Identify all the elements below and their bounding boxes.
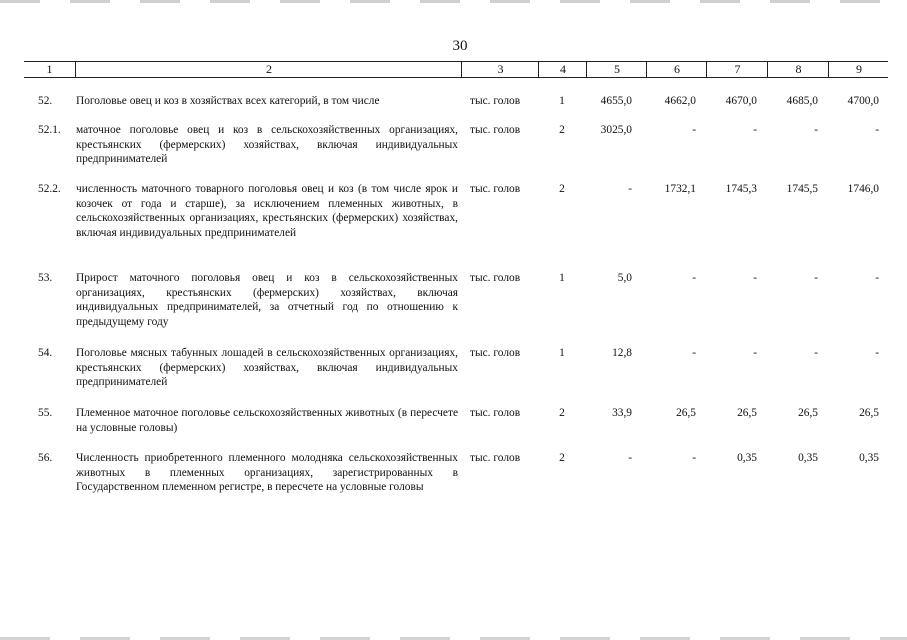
header-col-9: 9 [828, 62, 889, 77]
row-col4: 2 [559, 124, 565, 136]
row-description: Поголовье мясных табунных лошадей в сельскохозяйственных организациях, крестьянских (фермерских) хозяйствах, включая индивидуальных предпринимателей [76, 347, 458, 389]
value-col5: 33,9 [612, 407, 632, 419]
value-col6: 1732,1 [664, 183, 696, 195]
row-description: Прирост маточного поголовья овец и коз в сельскохозяйственных организациях, крестьянских (фермерских) хозяйствах, включая индивидуальных предпринимателей, за отчетный год по отношению к предыдущему году [76, 272, 458, 328]
row-description: численность маточного товарного поголовья овец и коз (в том числе ярок и козочек от года и старше), за исключением племенных животных, в сельскохозяйственных организациях, крестьянских (фермерских) хозяйствах, включая индивидуальных предпринимателей [76, 183, 458, 239]
row-unit: тыс. голов [470, 95, 521, 107]
value-col6: 26,5 [676, 407, 696, 419]
header-col-6: 6 [646, 62, 707, 77]
value-col8: 26,5 [798, 407, 818, 419]
header-col-1: 1 [46, 62, 53, 76]
row-col4: 1 [559, 95, 565, 107]
table-header [24, 61, 888, 78]
row-unit: тыс. голов [470, 124, 521, 136]
row-unit: тыс. голов [470, 452, 521, 464]
value-col8: - [814, 347, 818, 359]
value-col6: - [692, 272, 696, 284]
value-col8: - [814, 124, 818, 136]
row-number: 54. [38, 347, 53, 359]
header-col-3: 3 [461, 62, 539, 77]
value-col8: 0,35 [798, 452, 818, 464]
row-description: Поголовье овец и коз в хозяйствах всех категорий, в том числе [76, 95, 380, 107]
row-number: 55. [38, 407, 53, 419]
row-description: Племенное маточное поголовье сельскохозяйственных животных (в пересчете на условные головы) [76, 407, 458, 434]
header-col-8: 8 [767, 62, 829, 77]
value-col5: - [628, 452, 632, 464]
value-col9: 0,35 [859, 452, 879, 464]
value-col5: 3025,0 [600, 124, 632, 136]
value-col6: 4662,0 [664, 95, 696, 107]
header-col-7: 7 [706, 62, 768, 77]
value-col6: - [692, 452, 696, 464]
value-col7: 26,5 [737, 407, 757, 419]
value-col9: 4700,0 [847, 95, 879, 107]
value-col9: - [875, 124, 879, 136]
value-col9: - [875, 272, 879, 284]
row-unit: тыс. голов [470, 183, 521, 195]
row-col4: 1 [559, 272, 565, 284]
row-col4: 2 [559, 452, 565, 464]
row-number: 56. [38, 452, 53, 464]
value-col5: - [628, 183, 632, 195]
header-col-5: 5 [586, 62, 647, 77]
value-col8: 4685,0 [786, 95, 818, 107]
row-number: 52. [38, 95, 53, 107]
page-number: 30 [452, 38, 468, 54]
row-col4: 2 [559, 183, 565, 195]
value-col8: - [814, 272, 818, 284]
row-col4: 1 [559, 347, 565, 359]
row-number: 52.1. [38, 124, 61, 136]
row-unit: тыс. голов [470, 407, 521, 419]
value-col7: - [753, 124, 757, 136]
row-unit: тыс. голов [470, 347, 521, 359]
value-col7: - [753, 347, 757, 359]
value-col5: 5,0 [617, 272, 632, 284]
value-col7: 4670,0 [725, 95, 757, 107]
value-col9: - [875, 347, 879, 359]
value-col7: - [753, 272, 757, 284]
header-col-2: 2 [75, 62, 462, 77]
header-col-4: 4 [538, 62, 587, 77]
value-col9: 26,5 [859, 407, 879, 419]
value-col6: - [692, 347, 696, 359]
value-col7: 1745,3 [725, 183, 757, 195]
value-col5: 12,8 [612, 347, 632, 359]
row-number: 53. [38, 272, 53, 284]
value-col8: 1745,5 [786, 183, 818, 195]
value-col5: 4655,0 [600, 95, 632, 107]
value-col7: 0,35 [737, 452, 757, 464]
row-number: 52.2. [38, 183, 61, 195]
row-col4: 2 [559, 407, 565, 419]
row-description: маточное поголовье овец и коз в сельскохозяйственных организациях, крестьянских (фермерских) хозяйствах, включая индивидуальных предпринимателей [76, 124, 458, 166]
scan-top-edge [0, 0, 907, 3]
value-col9: 1746,0 [847, 183, 879, 195]
row-unit: тыс. голов [470, 272, 521, 284]
value-col6: - [692, 124, 696, 136]
row-description: Численность приобретенного племенного молодняка сельскохозяйственных животных в племенных организациях, зарегистрированных в Государственном племенном регистре, в пересчете на условные головы [76, 452, 458, 494]
